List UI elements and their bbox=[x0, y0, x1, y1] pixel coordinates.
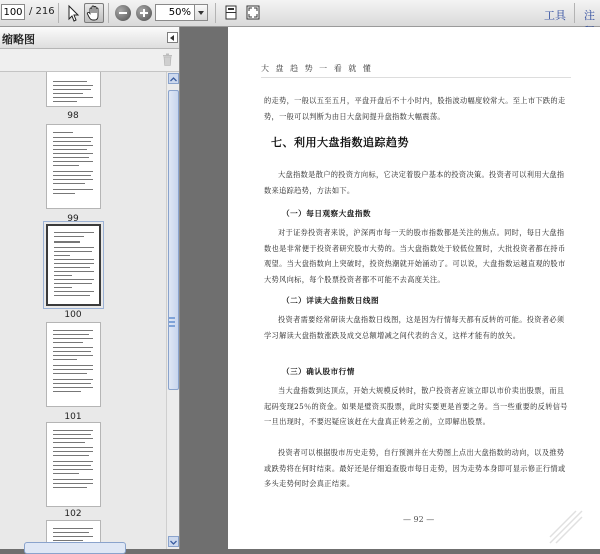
full-screen-button[interactable] bbox=[243, 3, 263, 23]
subheading-1: （一）每日观察大盘指数 bbox=[282, 209, 372, 218]
fit-page-icon bbox=[221, 3, 241, 23]
page-thumbnail-selected[interactable] bbox=[46, 224, 101, 306]
zoom-in-button[interactable] bbox=[134, 3, 154, 23]
page-total-label: / 216 bbox=[29, 6, 55, 17]
running-head: 大 盘 趋 势 一 看 就 懂 bbox=[261, 64, 373, 73]
page-thumbnail[interactable] bbox=[46, 322, 101, 407]
watermark-icon bbox=[546, 507, 586, 547]
plus-icon bbox=[136, 5, 152, 21]
subheading-2: （二）详读大盘指数日线图 bbox=[282, 296, 380, 305]
minus-icon bbox=[115, 5, 131, 21]
toolbar-separator bbox=[58, 3, 59, 23]
page-number-input[interactable]: 100 bbox=[1, 4, 25, 20]
page-number-footer: — 92 — bbox=[403, 515, 435, 524]
document-page bbox=[228, 27, 600, 549]
thumbnail-panel bbox=[0, 27, 180, 549]
scroll-down-arrow[interactable] bbox=[168, 536, 179, 547]
thumbnail-label: 101 bbox=[64, 412, 82, 422]
collapse-panel-button[interactable] bbox=[167, 32, 178, 43]
thumbnail-list bbox=[0, 72, 166, 549]
panel-title: 缩略图 bbox=[2, 33, 35, 46]
subheading-3: （三）确认股市行情 bbox=[282, 367, 355, 376]
scroll-thumb[interactable] bbox=[168, 90, 179, 390]
panel-resize-grip[interactable] bbox=[169, 317, 175, 329]
tools-menu[interactable]: 工具 bbox=[544, 9, 566, 22]
page-thumbnail[interactable] bbox=[46, 124, 101, 209]
hand-icon bbox=[85, 4, 103, 22]
paragraph-4: 当大盘指数到达顶点，开始大规模反转时，散户投资者应该立即以市价卖出股票，而且起码变现25％的资金。如果是璧资买股票，此时实要更是首要之务。当一些重要的反转信号一旦出现时，不要迟疑应该赶在大盘真正转差之前，立即解出股票。 bbox=[264, 386, 568, 426]
cursor-arrow-icon bbox=[63, 3, 83, 23]
scroll-up-arrow[interactable] bbox=[168, 73, 179, 84]
comment-menu[interactable]: 注 bbox=[584, 9, 595, 22]
viewer-background bbox=[180, 27, 228, 549]
header-rule bbox=[261, 77, 571, 78]
panel-toolbar bbox=[0, 49, 179, 72]
expand-icon bbox=[243, 3, 263, 23]
thumbnail-label: 102 bbox=[64, 509, 82, 519]
thumbnail-label: 99 bbox=[67, 214, 79, 224]
fit-page-button[interactable] bbox=[221, 3, 241, 23]
hand-tool-button[interactable] bbox=[84, 3, 104, 23]
paragraph-2: 对于证券投资者来说，沪深两市每一天的股市指数都是关注的焦点。同时，每日大盘指数也是非常便于投资者研究股市大势的。当大盘指数处于较低位置时，大批投资者都在持币观望。当大盘指数向上突破时，投资热潮就开始涌动了。可以说，大盘指数运越直观的股市大势风向标，每个股票投资者都不可能不去高度关注。 bbox=[264, 228, 566, 284]
thumbnail-label: 100 bbox=[64, 310, 82, 320]
thumbnail-scrollbar[interactable] bbox=[166, 72, 179, 549]
page-thumbnail[interactable] bbox=[46, 72, 101, 107]
toolbar-separator bbox=[574, 3, 575, 23]
main-toolbar bbox=[0, 0, 600, 27]
zoom-level-input[interactable]: 50% bbox=[155, 4, 195, 21]
section-title: 七、利用大盘指数追踪趋势 bbox=[271, 136, 409, 149]
panel-header bbox=[0, 27, 179, 49]
toolbar-separator bbox=[215, 3, 216, 23]
page-thumbnail[interactable] bbox=[46, 422, 101, 507]
paragraph-intro: 的走势，一般以五至五月，平盘开盘后不十小时内，股指波动幅度较常大。至上市下跌的走势，一般可以判断为由日大盘间提升盘指数大幅震荡。 bbox=[264, 96, 566, 121]
zoom-out-button[interactable] bbox=[113, 3, 133, 23]
bottom-find-bar[interactable] bbox=[24, 542, 126, 554]
paragraph-5: 投资者可以根据股市历史走势，自行预测并在大势图上点出大盘指数的动向，以及推势或跌势将在何时结束。最好还是仔细追查股市每日走势，因为走势本身即可显示修正行情或多头走势何时会真正结束。 bbox=[264, 448, 566, 488]
toolbar-separator bbox=[108, 3, 109, 23]
paragraph-1: 大盘指数是散户的投资方向标，它决定着股户基本的投资决策。投资者可以利用大盘指数来追踪趋势，方法如下。 bbox=[264, 170, 565, 195]
zoom-dropdown-button[interactable] bbox=[195, 4, 208, 21]
thumbnail-label: 98 bbox=[67, 111, 79, 121]
paragraph-3: 投资者需要经常研读大盘指数日线图，这是因为行情每天都有反转的可能。投资者必须学习解读大盘指数涨跌及成交总额增减之间代表的含义，这样才能有的放矢。 bbox=[264, 315, 565, 340]
trash-icon[interactable] bbox=[162, 53, 173, 66]
select-tool-button[interactable] bbox=[63, 3, 83, 23]
